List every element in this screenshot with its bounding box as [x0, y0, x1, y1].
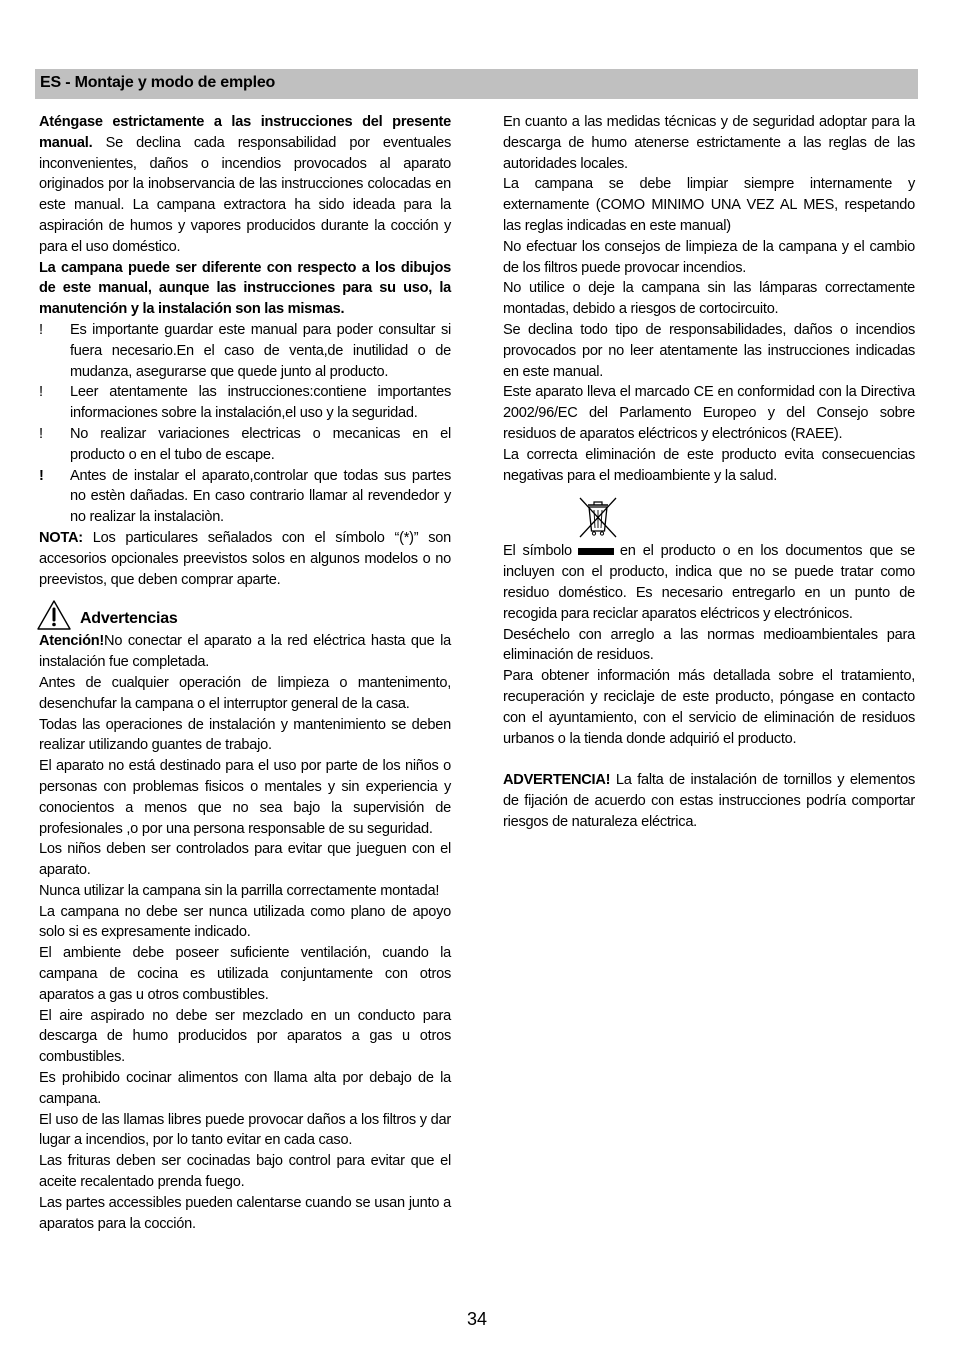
right-column [503, 112, 915, 833]
atencion-text: No conectar el aparato a la red eléctrica hasta que la instalación fue completada. [39, 633, 451, 671]
warning-paragraph: Es prohibido cocinar alimentos con llama alta por debajo de la campana. [39, 1070, 451, 1107]
bullet-mark: ! [39, 425, 43, 442]
intro-bold: Aténgase estrictamente a las instrucciones del presente manual. [39, 114, 451, 151]
intro-text: Se declina cada responsabilidad por eventuales inconvenientes, daños o incendios provocados al aparato originados por la inobservancia de las instrucciones colocadas en este manual. La campana extractora ha sido ideada para la aspiración de humos y vapores producidos durante la cocción y para el uso doméstico. [39, 134, 451, 255]
warning-paragraph: Nunca utilizar la campana sin la parrilla correctamente montada! [39, 882, 440, 899]
bullet-item [39, 424, 451, 466]
page-number: 34 [466, 1309, 488, 1329]
warning-paragraph: Los niños deben ser controlados para evitar que jueguen con el aparato. [39, 841, 451, 879]
warnings-title: Advertencias [80, 610, 178, 628]
symbol-paragraph [503, 541, 915, 624]
warning-paragraph: Las frituras deben ser cocinadas bajo control para evitar que el aceite recalentado prenda fuego. [39, 1153, 451, 1191]
bullet-mark: ! [39, 467, 44, 484]
warning-paragraph: El uso de las llamas libres puede provocar daños a los filtros y dar lugar a incendios, por lo tanto evitar en cada caso. [39, 1111, 451, 1149]
info-paragraph: Para obtener información más detallada sobre el tratamiento, recuperación y reciclaje de este producto, póngase en contacto con el ayuntamiento, con el servicio de eliminación de residuos urbanos o la tienda donde adquirió el producto. [503, 668, 915, 747]
warning-paragraph: La campana no debe ser nunca utilizada como plano de apoyo solo si es expresamente indicado. [39, 903, 451, 941]
section-header [35, 69, 918, 99]
info-paragraph: Se declina todo tipo de responsabilidades, daños o incendios provocados por no leer atentamente las instrucciones indicadas en este manual. [503, 321, 915, 380]
info-paragraph: Deséchelo con arreglo a las normas medioambientales para eliminación de residuos. [503, 626, 915, 664]
bullet-text: Es importante guardar este manual para poder consultar si fuera necesario.En el caso de venta,de inutilidad o de mudanza, asegurarse que quede junto al producto. [70, 321, 451, 380]
advertencia-label: ADVERTENCIA! [503, 772, 611, 789]
bullet-mark: ! [39, 321, 43, 338]
symbol-before: El símbolo [503, 543, 572, 560]
bullet-text: No realizar variaciones electricas o mecanicas en el producto o en el tubo de escape. [70, 425, 451, 463]
bullet-item [39, 320, 451, 382]
bullet-mark: ! [39, 384, 43, 401]
bullet-text: Leer atentamente las instrucciones:contiene importantes informaciones sobre la instalación,el uso y la seguridad. [70, 384, 451, 422]
bold-note: La campana puede ser diferente con respecto a los dibujos de este manual, aunque las instrucciones para su uso, la manutención y la instalación son las mismas. [39, 259, 451, 318]
weee-symbol [503, 495, 915, 541]
section-title: ES - Montaje y modo de empleo [40, 74, 276, 91]
advertencia-text: La falta de instalación de tornillos y elementos de fijación de acuerdo con estas instrucciones podría comportar riesgos de naturaleza eléctrica. [503, 772, 915, 830]
spacer [503, 749, 915, 770]
advertencia-paragraph [503, 770, 915, 832]
info-paragraph: La campana se debe limpiar siempre internamente y externamente (COMO MINIMO UNA VEZ AL MES, respetando las reglas indicadas en este manual) [503, 176, 915, 234]
warning-triangle-icon [36, 599, 72, 631]
atencion-paragraph [39, 631, 451, 673]
warning-paragraph: Todas las operaciones de instalación y mantenimiento se deben realizar utilizando guantes de trabajo. [39, 716, 451, 754]
crossed-out-bin-icon [576, 495, 620, 539]
info-paragraph: No utilice o deje la campana sin las lámparas correctamente montadas, debido a riesgos de cortocircuito. [503, 280, 915, 318]
info-paragraph: La correcta eliminación de este producto evita consecuencias negativas para el medioambiente y la salud. [503, 446, 915, 484]
nota-label: NOTA: [39, 529, 83, 546]
bullet-text: Antes de instalar el aparato,controlar que todas sus partes no estèn dañadas. En caso contrario llamar al revendedor y no realizar la instalaciòn. [70, 467, 451, 526]
bullet-item [39, 382, 451, 424]
symbol-after: en el producto o en los documentos que se incluyen con el producto, indica que no se puede tratar como residuo doméstico. Es necesario entregarlo en un punto de recogida para reciclar aparatos eléctricos y electrónicos. [503, 543, 915, 622]
bullet-item [39, 466, 451, 528]
atencion-label: Atención! [39, 633, 105, 650]
warning-paragraph: El ambiente debe poseer suficiente ventilación, cuando la campana de cocina es utilizada conjuntamente con otros aparatos a gas u otros combustibles. [39, 945, 451, 1003]
symbol-bar [578, 548, 614, 555]
warning-paragraph: El aire aspirado no debe ser mezclado en un conducto para descarga de humo producidos por aparatos a gas u otros combustibles. [39, 1007, 451, 1066]
warning-paragraph: Las partes accessibles pueden calentarse cuando se usan junto a aparatos para la cocción. [39, 1194, 451, 1232]
info-paragraph: Este aparato lleva el marcado CE en conformidad con la Directiva 2002/96/EC del Parlamento Europeo y del Consejo sobre residuos de aparatos eléctricos y electrónicos (RAEE). [503, 384, 915, 442]
nota-text: Los particulares señalados con el símbolo “(*)” son accesorios opcionales preevistos solos en algunos modelos o no preevistos, que deben comprar aparte. [39, 529, 451, 588]
info-paragraph: No efectuar los consejos de limpieza de la campana y el cambio de los filtros puede provocar incendios. [503, 238, 915, 276]
nota-paragraph [39, 528, 451, 590]
warning-paragraph: Antes de cualquier operación de limpieza o mantenimento, desenchufar la campana o el interruptor general de la casa. [39, 674, 451, 712]
left-column [39, 112, 451, 1234]
warnings-heading [39, 601, 451, 631]
info-paragraph: En cuanto a las medidas técnicas y de seguridad adoptar para la descarga de humo atenerse estrictamente a las reglas de las autoridades locales. [503, 114, 915, 172]
warning-paragraph: El aparato no está destinado para el uso por parte de los niños o personas con problemas fisicos o mentales y sin experiencia y conocientos a menos que no sea bajo la supervisión de profesionales ,o por una persona responsable de su seguridad. [39, 758, 451, 837]
intro-paragraph [39, 112, 451, 258]
